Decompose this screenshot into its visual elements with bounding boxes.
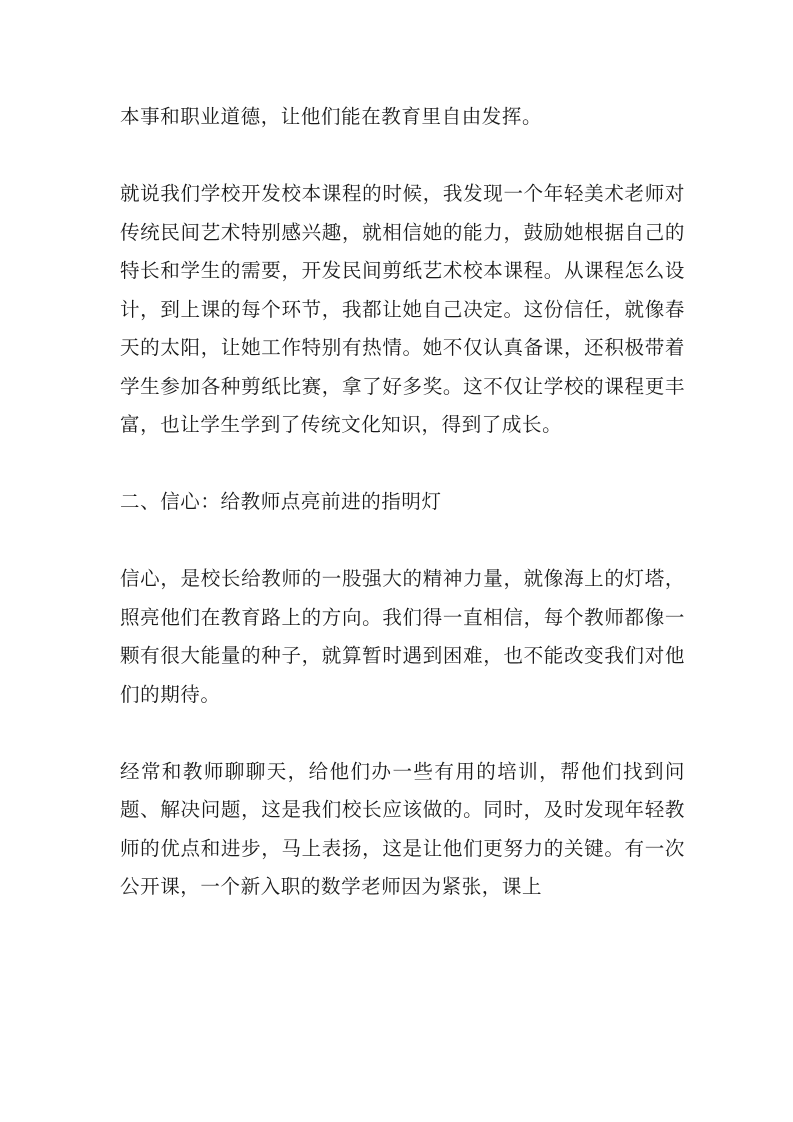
paragraph-gap [120, 522, 685, 561]
paragraph-1: 本事和职业道德，让他们能在教育里自由发挥。 [120, 105, 543, 128]
paragraph-3: 信心，是校长给教师的一股强大的精神力量，就像海上的灯塔，照亮他们在教育路上的方向。我们得一直相信，每个教师都像一颗有很大能量的种子，就算暂时遇到困难，也不能改变我们对他们的期待。 [120, 567, 685, 706]
paragraph-gap [120, 137, 685, 176]
paragraph-gap [120, 714, 685, 753]
document-body [120, 98, 685, 907]
paragraph-4: 经常和教师聊聊天，给他们办一些有用的培训，帮他们找到问题、解决问题，这是我们校长应该做的。同时，及时发现年轻教师的优点和进步，马上表扬，这是让他们更努力的关键。有一次公开课，一个新入职的数学老师因为紧张，课上 [120, 759, 685, 898]
paragraph-2: 就说我们学校开发校本课程的时候，我发现一个年轻美术老师对传统民间艺术特别感兴趣，就相信她的能力，鼓励她根据自己的特长和学生的需要，开发民间剪纸艺术校本课程。从课程怎么设计，到上课的每个环节，我都让她自己决定。这份信任，就像春天的太阳，让她工作特别有热情。她不仅认真备课，还积极带着学生参加各种剪纸比赛，拿了好多奖。这不仅让学校的课程更丰富，也让学生学到了传统文化知识，得到了成长。 [120, 182, 685, 436]
paragraph-gap [120, 445, 685, 484]
section-heading: 二、信心：给教师点亮前进的指明灯 [120, 490, 442, 513]
